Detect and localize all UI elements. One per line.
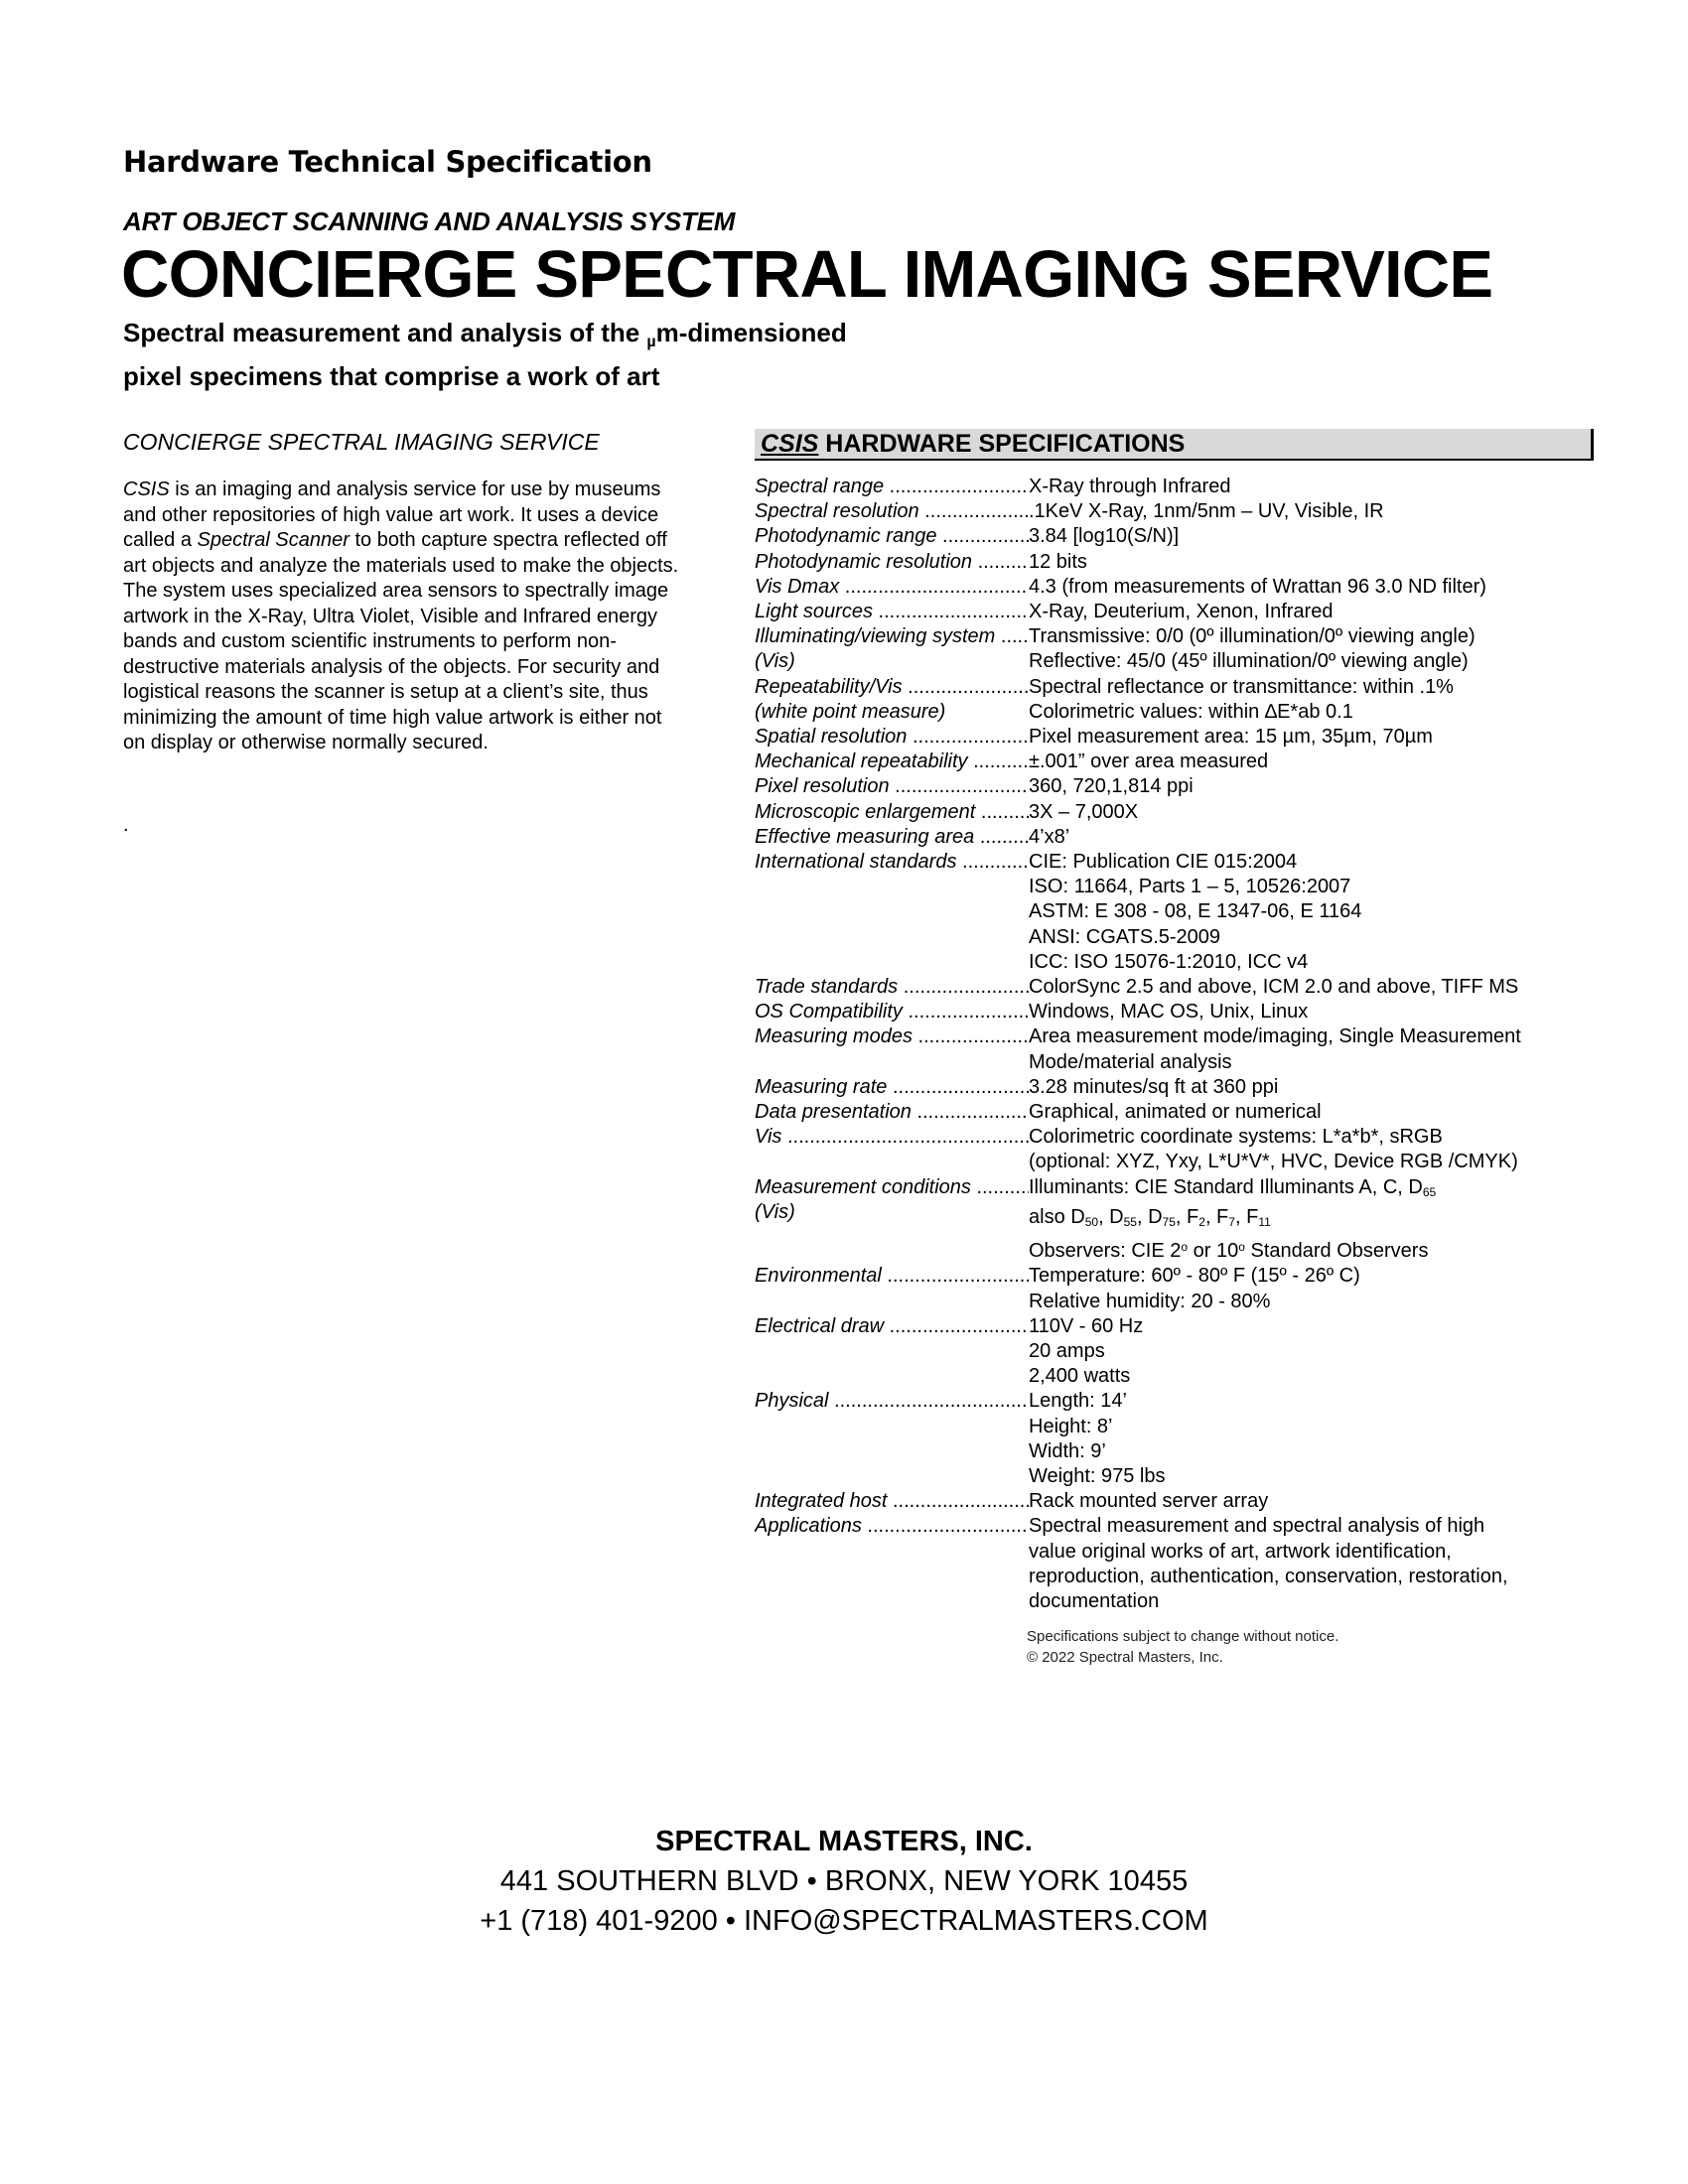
spec-row (755, 475, 1589, 499)
company-contact: +1 (718) 401-9200 • INFO@SPECTRALMASTERS.COM (480, 1905, 1208, 1937)
spec-label-line: Environmental ..... (755, 1264, 1029, 1289)
spec-label (755, 825, 1029, 850)
observers-text: Observers: CIE 2 (1029, 1240, 1182, 1263)
spec-value: Windows, MAC OS, Unix, Linux (1029, 1001, 1309, 1024)
spec-values (1029, 1389, 1589, 1489)
spec-label-line: Spatial resolution ..... (755, 725, 1029, 750)
spec-value: Transmissive: 0/0 (0º illumination/0º viewing angle) (1029, 625, 1476, 648)
spec-label (755, 975, 1029, 1000)
spec-label-line: Vis ..... (755, 1125, 1029, 1150)
spec-label (755, 1264, 1029, 1313)
paragraph-text-cont: to both capture spectra reflected off art objects and analyze the materials used to make the objects. The system uses specialized area sensors to spectrally image artwork in the X-Ray, Ultra Violet, Visible and Infrared energy bands and custom scientific instruments to perform non-destructive materials analysis of the objects. For security and logistical reasons the scanner is setup at a client’s site, thus minimizing the amount of time high value artwork is either not on display or otherwise normally secured. (123, 529, 679, 753)
spec-values (1029, 1024, 1589, 1074)
spec-value: (optional: XYZ, Yxy, L*U*V*, HVC, Device RGB /CMYK) (1029, 1151, 1518, 1173)
spec-label (755, 1389, 1029, 1489)
system-subtitle: ART OBJECT SCANNING AND ANALYSIS SYSTEM (123, 206, 736, 236)
spec-values (1029, 675, 1589, 725)
spec-values (1029, 800, 1589, 825)
spec-label (755, 524, 1029, 549)
spec-row (755, 524, 1589, 549)
spec-value: 4.3 (from measurements of Wrattan 96 3.0 ND filter) (1029, 575, 1486, 598)
spec-label-line: Effective measuring area ..... (755, 825, 1029, 850)
spec-value: 110V - 60 Hz (1029, 1314, 1144, 1337)
spec-value: ICC: ISO 15076-1:2010, ICC v4 (1029, 950, 1309, 973)
page-title: CONCIERGE SPECTRAL IMAGING SERVICE (121, 237, 1493, 312)
spec-row (755, 850, 1589, 975)
spec-value: 3.28 minutes/sq ft at 360 ppi (1029, 1075, 1279, 1098)
spec-value: Length: 14’ (1029, 1390, 1127, 1413)
spec-label-line: Light sources ..... (755, 600, 1029, 624)
spec-label-line: Trade standards ..... (755, 975, 1029, 1000)
stray-period: . (123, 814, 129, 836)
spec-label-line: Spectral resolution ..... (755, 499, 1029, 524)
spec-value: Colorimetric coordinate systems: L*a*b*, sRGB (1029, 1126, 1443, 1149)
spec-value: Rack mounted server array (1029, 1490, 1269, 1513)
spec-value: ISO: 11664, Parts 1 – 5, 10526:2007 (1029, 876, 1351, 898)
paragraph-text: is an imaging and analysis service for use by museums and other repositories of high value art work. It uses a device called a (123, 478, 661, 551)
spec-label (755, 1125, 1029, 1174)
spec-values (1029, 600, 1589, 624)
spec-row (755, 1514, 1589, 1614)
spec-value: Spectral reflectance or transmittance: within .1% (1029, 675, 1454, 698)
spec-value: Pixel measurement area: 15 µm, 35µm, 70µm (1029, 726, 1433, 749)
spec-values (1029, 524, 1589, 549)
spec-values (1029, 624, 1589, 674)
spec-label (755, 1175, 1029, 1265)
spec-value: ANSI: CGATS.5-2009 (1029, 925, 1221, 948)
spec-label-line: Spectral range ..... (755, 475, 1029, 499)
f11-sub: 11 (1258, 1214, 1271, 1229)
specs-rows (755, 475, 1589, 1175)
notice (1027, 1626, 1338, 1668)
d65-sub: 65 (1422, 1184, 1437, 1199)
spec-values (1029, 1489, 1589, 1514)
spec-label (755, 1075, 1029, 1100)
spec-value: CIE: Publication CIE 015:2004 (1029, 851, 1298, 874)
spec-label (755, 725, 1029, 750)
specs-rows-continued (755, 1264, 1589, 1614)
subtitle-text: Spectral measurement and analysis of the (123, 318, 647, 347)
spec-value: Relative humidity: 20 - 80% (1029, 1290, 1271, 1312)
spec-label (755, 1314, 1029, 1390)
degree-sup: o (1238, 1240, 1245, 1255)
spec-label-line: (Vis) (755, 650, 795, 673)
spec-values (1029, 1314, 1589, 1390)
also-text: also D (1029, 1205, 1085, 1228)
spec-row (755, 550, 1589, 575)
copyright-line: © 2022 Spectral Masters, Inc. (1027, 1649, 1223, 1666)
spec-label-line: Measuring rate ..... (755, 1075, 1029, 1100)
spec-label (755, 1100, 1029, 1125)
spec-label-line: Integrated host ..... (755, 1489, 1029, 1514)
spec-value: documentation (1029, 1589, 1160, 1612)
spec-label-line: Data presentation ..... (755, 1100, 1029, 1125)
spec-label-line: Pixel resolution ..... (755, 774, 1029, 799)
spec-label-line: Photodynamic resolution ..... (755, 550, 1029, 575)
spec-values (1029, 1264, 1589, 1313)
spec-value: ±.001” over area measured (1029, 751, 1269, 773)
d55-sub: 55 (1123, 1214, 1137, 1229)
spec-label (755, 600, 1029, 624)
illuminants-text: Illuminants: CIE Standard Illuminants A, C, D (1029, 1175, 1423, 1198)
spec-label-line: Photodynamic range ..... (755, 524, 1029, 549)
spec-value: X-Ray through Infrared (1029, 476, 1231, 497)
spec-label-line: (Vis) (755, 1200, 795, 1223)
spec-row (755, 750, 1589, 774)
observers-text-2: or 10 (1188, 1240, 1239, 1263)
spec-value: Width: 9’ (1029, 1439, 1106, 1462)
spec-label (755, 1000, 1029, 1024)
document-kicker: Hardware Technical Specification (123, 145, 652, 179)
spectral-scanner-term: Spectral Scanner (197, 529, 350, 551)
spec-label-line: Mechanical repeatability ..... (755, 750, 1029, 774)
spec-row (755, 1264, 1589, 1313)
spec-values (1029, 1125, 1589, 1174)
spec-value: Reflective: 45/0 (45º illumination/0º viewing angle) (1029, 650, 1469, 673)
page-subtitle (123, 316, 937, 393)
spec-values (1029, 750, 1589, 774)
spec-value: ColorSync 2.5 and above, ICM 2.0 and above, TIFF MS (1029, 976, 1519, 999)
spec-label (755, 850, 1029, 975)
spec-row (755, 1314, 1589, 1390)
specs-header-csis: CSIS (761, 430, 819, 458)
spec-values (1029, 1514, 1589, 1614)
spec-label-line: Measuring modes ..... (755, 1024, 1029, 1049)
spec-label (755, 1024, 1029, 1074)
service-description (123, 429, 679, 756)
service-paragraph (123, 478, 679, 756)
spec-label (755, 575, 1029, 600)
spec-value: Weight: 975 lbs (1029, 1464, 1166, 1487)
service-heading: CONCIERGE SPECTRAL IMAGING SERVICE (123, 429, 600, 455)
spec-value: Spectral measurement and spectral analysis of high (1029, 1515, 1485, 1538)
spec-values (1029, 725, 1589, 750)
spec-value: reproduction, authentication, conservation, restoration, (1029, 1565, 1508, 1587)
spec-label (755, 675, 1029, 725)
spec-row (755, 600, 1589, 624)
spec-row (755, 1389, 1589, 1489)
specs-header (755, 429, 1594, 461)
company-name: SPECTRAL MASTERS, INC. (655, 1826, 1033, 1857)
spec-values (1029, 575, 1589, 600)
spec-value: Mode/material analysis (1029, 1050, 1232, 1073)
spec-label (755, 475, 1029, 499)
spec-row (755, 1125, 1589, 1174)
spec-values (1029, 475, 1589, 499)
spec-row (755, 975, 1589, 1000)
company-address: 441 SOUTHERN BLVD • BRONX, NEW YORK 10455 (499, 1865, 1189, 1897)
spec-row (755, 800, 1589, 825)
spec-row (755, 1000, 1589, 1024)
spec-row (755, 1024, 1589, 1074)
spec-value (1029, 1175, 1589, 1205)
spec-row (755, 575, 1589, 600)
spec-row (755, 725, 1589, 750)
spec-values (1029, 975, 1589, 1000)
subtitle-line2: pixel specimens that comprise a work of art (123, 361, 660, 391)
spec-values (1029, 1100, 1589, 1125)
d75-sub: 75 (1162, 1214, 1176, 1229)
spec-label-line: (white point measure) (755, 700, 946, 723)
spec-value: 2,400 watts (1029, 1365, 1131, 1388)
spec-value: Temperature: 60º - 80º F (15º - 26º C) (1029, 1265, 1360, 1288)
spec-row (755, 675, 1589, 725)
spec-label (755, 550, 1029, 575)
spec-label-line: Applications ..... (755, 1514, 1029, 1539)
spec-row (755, 774, 1589, 799)
spec-value: 20 amps (1029, 1339, 1105, 1362)
degree-sup: o (1181, 1240, 1189, 1255)
spec-label-line: International standards ..... (755, 850, 1029, 875)
spec-value (1029, 1235, 1589, 1264)
spec-values (1029, 825, 1589, 850)
subtitle-text-cont: m-dimensioned (655, 318, 847, 347)
spec-value: Area measurement mode/imaging, Single Measurement (1029, 1025, 1521, 1048)
spec-label-line: Electrical draw ..... (755, 1314, 1029, 1339)
csis-term: CSIS (123, 478, 170, 500)
spec-value: ASTM: E 308 - 08, E 1347-06, E 1164 (1029, 900, 1362, 923)
spec-label-line: Illuminating/viewing system ..... (755, 624, 1029, 649)
spec-row (755, 1489, 1589, 1514)
spec-values (1029, 1000, 1589, 1024)
spec-value: X-Ray, Deuterium, Xenon, Infrared (1029, 601, 1334, 623)
spec-label-line: Physical ..... (755, 1389, 1029, 1414)
spec-value: 12 bits (1029, 550, 1087, 573)
spec-value: also $D_{50}$, $D_{55}$, $D_{75}$, $F_2$, $F_7$, $F_{11}$ (1029, 1205, 1271, 1229)
f7-sub: 7 (1228, 1214, 1235, 1229)
spec-label (755, 499, 1029, 524)
spec-value: Height: 8’ (1029, 1415, 1113, 1437)
specs-header-text: HARDWARE SPECIFICATIONS (818, 430, 1186, 458)
spec-row (755, 624, 1589, 674)
spec-label (755, 624, 1029, 674)
spec-label (755, 750, 1029, 774)
spec-value: value original works of art, artwork identification, (1029, 1540, 1452, 1563)
notice-line: Specifications subject to change without notice. (1027, 1628, 1339, 1645)
spec-label-line: Microscopic enlargement ..... (755, 800, 1029, 825)
spec-label (755, 800, 1029, 825)
spec-value: .1KeV X-Ray, 1nm/5nm – UV, Visible, IR (1029, 500, 1384, 523)
spec-value: 3.84 [log10(S/N)] (1029, 525, 1180, 548)
spec-row (755, 1100, 1589, 1125)
spec-label (755, 1489, 1029, 1514)
company-footer (0, 1822, 1688, 1941)
spec-label (755, 1514, 1029, 1614)
observers-text-3: Standard Observers (1244, 1240, 1429, 1263)
spec-value: Colorimetric values: within ∆E*ab 0.1 (1029, 700, 1353, 723)
spec-row (755, 825, 1589, 850)
spec-label-line: OS Compatibility ..... (755, 1000, 1029, 1024)
spec-values (1029, 1175, 1589, 1265)
spec-label-line: Repeatability/Vis ..... (755, 675, 1029, 700)
spec-label-line: Measurement conditions ..... (755, 1175, 1029, 1200)
spec-row (755, 1075, 1589, 1100)
spec-values (1029, 550, 1589, 575)
spec-label (755, 774, 1029, 799)
spec-value: 3X – 7,000X (1029, 800, 1139, 823)
specs-table (755, 475, 1589, 1614)
spec-values (1029, 774, 1589, 799)
spec-row-measurement-conditions (755, 1175, 1589, 1265)
spec-values (1029, 499, 1589, 524)
spec-label-line: Vis Dmax ..... (755, 575, 1029, 600)
micro-symbol: µ (646, 334, 656, 350)
spec-value: 4’x8’ (1029, 825, 1070, 848)
spec-row (755, 499, 1589, 524)
spec-values (1029, 1075, 1589, 1100)
spec-values (1029, 850, 1589, 975)
spec-value: 360, 720,1,814 ppi (1029, 775, 1194, 798)
d50-sub: 50 (1084, 1214, 1099, 1229)
spec-value: Graphical, animated or numerical (1029, 1101, 1322, 1124)
f2-sub: 2 (1198, 1214, 1205, 1229)
